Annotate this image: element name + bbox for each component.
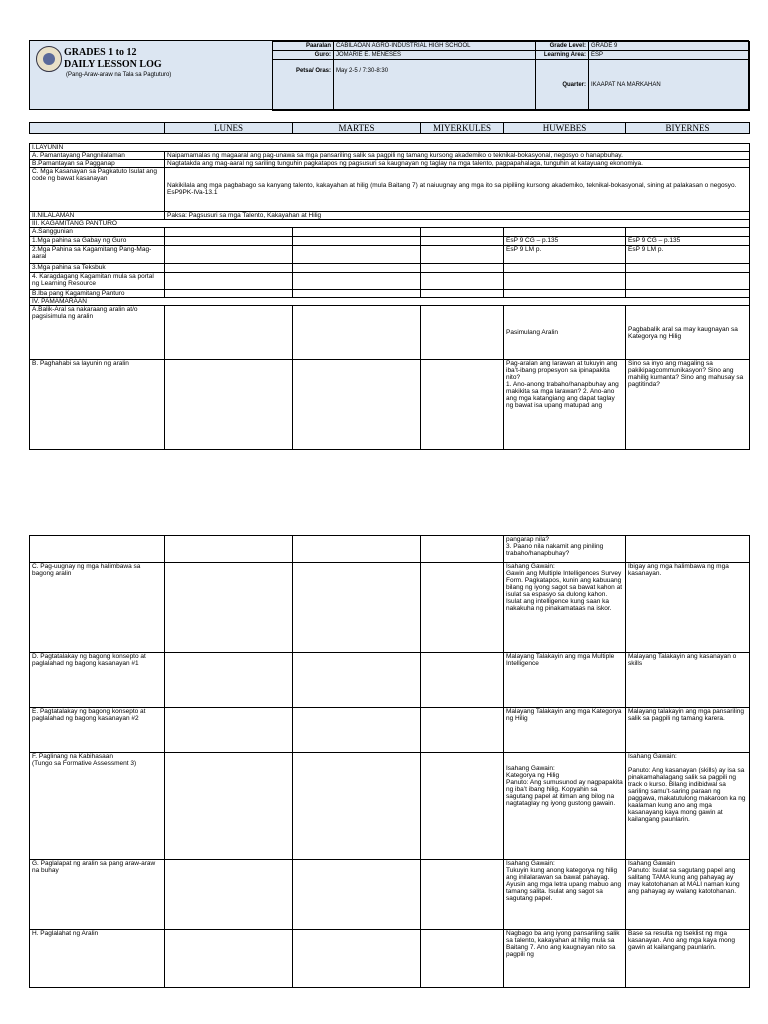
row-rc-huwebes: Isahang Gawain: Gawin ang Multiple Intelligences Survey Form. Pagkatapos, kunin ang kabuuang bilang ng iyong sagot sa bawat kahon at isulat sa espasyo sa dulong kahon. Isulat ang intelligence kung saan ka nakakuha ng pinakamataas na iskor.: [504, 563, 626, 653]
row-a-label: A. Pamantayang Pangnilalaman: [30, 152, 165, 160]
row-c-code: EsP9PK-IVa-13.1: [167, 189, 218, 196]
row-rc-label: C. Pag-uugnay ng mga halimbawa sa bagong aralin: [30, 563, 165, 653]
row-re-label: E. Pagtatalakay ng bagong konsepto at paglalahad ng bagong kasanayan #2: [30, 708, 165, 753]
day-martes: MARTES: [293, 123, 421, 134]
row-layunin: I.LAYUNIN: [30, 144, 750, 152]
row-rb-biyernes: Sino sa inyo ang magaling sa pakikipagcommunikasyon? Sino ang mahilig kumanta? Sino ang mahusay sa pagtitinda?: [626, 360, 750, 450]
petsa-label: Petsa/ Oras:: [273, 60, 334, 111]
guro-label: Guro:: [273, 51, 334, 60]
row-c-text: [165, 168, 750, 212]
day-miyerkules: MIYERKULES: [421, 123, 504, 134]
row-r2-biyernes: EsP 9 LM p.: [626, 246, 750, 264]
row-r3-label: 3.Mga pahina sa Teksbuk: [30, 264, 165, 273]
quarter-value: IKAAPAT NA MARKAHAN: [589, 60, 750, 111]
row-r1-biyernes: EsP 9 CG – p.135: [626, 237, 750, 246]
row-rf-label: F. Paglinang na Kabihasaan (Tungo sa Formative Assessment 3): [30, 753, 165, 860]
row-ra-biyernes: Pagbabalik aral sa may kaugnayan sa Kategorya ng Hilig: [626, 306, 750, 360]
day-huwebes: HUWEBES: [504, 123, 626, 134]
row-rd-biyernes: Malayang Talakayin ang kasanayan o skills: [626, 653, 750, 708]
row-rd-huwebes: Malayang Talakayin ang mga Multiple Intelligence: [504, 653, 626, 708]
lesson-log-header: [29, 40, 749, 110]
row-b-label: B.Pamantayan sa Pagganap: [30, 160, 165, 168]
area-value: ESP: [589, 51, 750, 60]
row-r1-huwebes: EsP 9 CG – p.135: [504, 237, 626, 246]
row-r5-label: B.Iba pang Kagamitang Panturo: [30, 290, 165, 298]
deped-seal-icon: [36, 46, 62, 72]
row-rb-continued: pangarap nila? 3. Paano nila nakamit ang piniling trabaho/hanapbuhay?: [504, 536, 626, 563]
row-re-biyernes: Malayang talakayin ang mga pansariling salik sa pagpili ng tamang karera.: [626, 708, 750, 753]
row-b-text: Nagtatakda ang mag-aaral ng sariling tunguhin pagkatapos ng pagsusuri sa kaugnayan ng taglay na mga talento, pagpapahalaga, tunguhin at katayuang ekonomiya.: [165, 160, 750, 168]
day-lunes: LUNES: [165, 123, 293, 134]
row-rf-huwebes: Isahang Gawain: Kategorya ng Hilig Panuto: Ang sumusunod ay nagpapakita ng iba’t ibang hilig. Kopyahin sa sagutang papel at itiman ang bilog na nagtataglay ng iyong gustong gawain.: [504, 753, 626, 860]
row-rd-label: D. Pagtatalakay ng bagong konsepto at paglalahad ng bagong kasanayan #1: [30, 653, 165, 708]
grade-value: GRADE 9: [589, 42, 750, 51]
header-title: GRADES 1 to 12: [64, 47, 137, 58]
row-rb-huwebes: Pag-aralan ang larawan at tukuyin ang iba’t-ibang propesyon sa ipinapakita nito? 1. Ano-anong trabaho/hanapbuhay ang makikita sa mga larawan? 2. Ano-ano ang mga katangiang ang dapat taglay ng bawat isa upang matupad ang: [504, 360, 626, 450]
row-rg-biyernes: Isahang Gawain Panuto: Isulat sa sagutang papel ang salitang TAMA kung ang pahayag ay may katotohanan at MALI naman kung ang pahayag ay walang katotohanan.: [626, 860, 750, 930]
row-r4-label: 4. Karagdagang Kagamitan mula sa portal ng Learning Resource: [30, 273, 165, 290]
row-r2-huwebes: EsP 9 LM p.: [504, 246, 626, 264]
row-rg-label: G. Paglalapat ng aralin sa pang araw-araw na buhay: [30, 860, 165, 930]
row-r1-label: 1.Mga pahina sa Gabay ng Guro: [30, 237, 165, 246]
quarter-label: Quarter:: [536, 60, 589, 111]
days-corner: [30, 123, 165, 134]
row-nilalaman-label: II.NILALAMAN: [30, 212, 165, 220]
row-sanggunian: A.Sanggunian: [30, 228, 165, 237]
lesson-grid-page-2: [29, 535, 750, 988]
header-subtitle: (Pang-Araw-araw na Tala sa Pagtuturo): [66, 72, 172, 78]
row-rh-label: H. Paglalahat ng Aralin: [30, 930, 165, 988]
row-ra-huwebes: Pasimulang Aralin: [504, 306, 626, 360]
row-c-label: C. Mga Kasanayan sa Pagkatuto Isulat ang code ng bawat kasanayan: [30, 168, 165, 212]
row-nilalaman-text: Paksa: Pagsusuri sa mga Talento, Kakayahan at Hilig: [165, 212, 750, 220]
row-rb-label: B. Paghahabi sa layunin ng aralin: [30, 360, 165, 450]
petsa-value: May 2-5 / 7:30-8:30: [334, 60, 536, 111]
header-info-table: [272, 41, 750, 111]
day-biyernes: BIYERNES: [626, 123, 750, 134]
row-pamamaraan: IV. PAMAMARAAN: [30, 298, 750, 306]
row-rh-biyernes: Base sa resulta ng tseklist ng mga kasanayan. Ano ang mga kaya mong gawin at kailangang paunlarin.: [626, 930, 750, 988]
row-rh-huwebes: Nagbago ba ang iyong pansariling salik sa talento, kakayahan at hilig mula sa Baitang 7. Ano ang kaugnayan nito sa pagpili ng: [504, 930, 626, 988]
row-ra-label: A.Balik-Aral sa nakaraang aralin at/o pagsisimula ng aralin: [30, 306, 165, 360]
area-label: Learning Area:: [536, 51, 589, 60]
paaralan-label: Paaralan: [273, 42, 334, 51]
row-rf-biyernes: Isahang Gawain: Panuto: Ang kasanayan (skills) ay isa sa pinakamahalagang salik sa pagpili ng track o kurso. Bilang indibidwal sa sariling samu’t-saring paraan ng paggawa, makatutulong makaroon ka ng kaalaman kung ano ang mga kasanayang kaya mong gawin at kailangang paunlarin.: [626, 753, 750, 860]
paaralan-value: CABILAOAN AGRO-INDUSTRIAL HIGH SCHOOL: [334, 42, 536, 51]
header-title-2: DAILY LESSON LOG: [64, 59, 162, 70]
guro-value: JOMARIE E. MENESES: [334, 51, 536, 60]
row-r2-label: 2.Mga Pahina sa Kagamitang Pang-Mag-aaral: [30, 246, 165, 264]
row-rg-huwebes: Isahang Gawain: Tukuyin kung anong kategorya ng hilig ang inilalarawan sa bawat pahayag. Ayusin ang mga letra upang mabuo ang tamang salita. Isulat ang sagot sa sagutang papel.: [504, 860, 626, 930]
row-kagamitan: III. KAGAMITANG PANTURO: [30, 220, 750, 228]
row-a-text: Naipamamalas ng magaaral ang pag-unawa sa mga pansariling salik sa pagpili ng tamang kursong akademiko o teknikal-bokasyonal, negosyo o hanapbuhay.: [165, 152, 750, 160]
row-c-competency: Nakikilala ang mga pagbabago sa kanyang talento, kakayahan at hilig (mula Baitang 7) at naiuugnay ang mga ito sa pipiliing kursong akademiko, teknikal-bokasyonal, sining at palakasan o negosyo.: [167, 182, 737, 189]
row-re-huwebes: Malayang Talakayin ang mga Kategorya ng Hilig: [504, 708, 626, 753]
days-header-row: [29, 122, 750, 134]
grade-label: Grade Level:: [536, 42, 589, 51]
lesson-grid-page-1: [29, 143, 750, 450]
row-rc-biyernes: Ibigay ang mga halimbawa ng mga kasanayan.: [626, 563, 750, 653]
